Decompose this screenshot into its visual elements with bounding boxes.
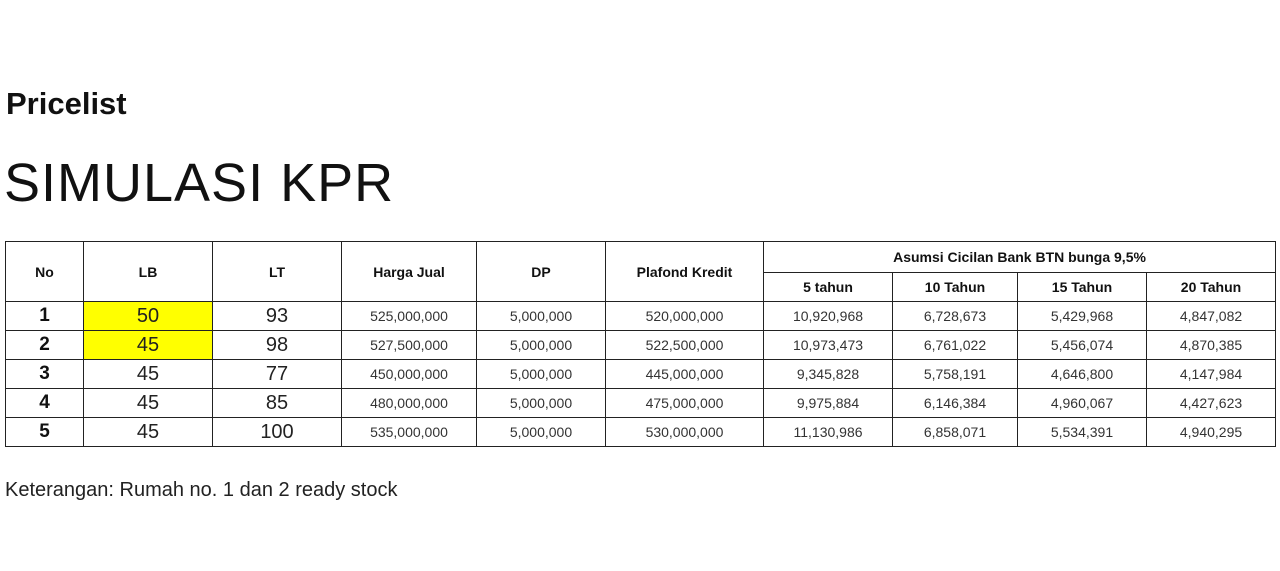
table-row	[6, 331, 1276, 360]
cell-harga-jual: 525,000,000	[342, 302, 477, 331]
cell-10-tahun: 6,728,673	[893, 302, 1018, 331]
header-15-tahun: 15 Tahun	[1018, 273, 1147, 302]
header-lt: LT	[213, 242, 342, 302]
pricelist-heading: Pricelist	[6, 86, 127, 121]
note-text: Keterangan: Rumah no. 1 dan 2 ready stock	[5, 479, 398, 501]
cell-5-tahun: 11,130,986	[764, 418, 893, 447]
cell-15-tahun: 4,646,800	[1018, 360, 1147, 389]
cell-plafond-kredit: 445,000,000	[606, 360, 764, 389]
cell-no: 5	[6, 418, 84, 447]
header-asumsi-cicilan: Asumsi Cicilan Bank BTN bunga 9,5%	[764, 242, 1276, 273]
cell-lt: 98	[213, 331, 342, 360]
cell-lb: 45	[84, 418, 213, 447]
table-row	[6, 302, 1276, 331]
cell-5-tahun: 9,975,884	[764, 389, 893, 418]
cell-lt: 100	[213, 418, 342, 447]
cell-5-tahun: 9,345,828	[764, 360, 893, 389]
cell-dp: 5,000,000	[477, 389, 606, 418]
cell-lb: 50	[84, 302, 213, 331]
cell-lb: 45	[84, 389, 213, 418]
cell-lb: 45	[84, 331, 213, 360]
table-row	[6, 389, 1276, 418]
header-lb: LB	[84, 242, 213, 302]
header-dp: DP	[477, 242, 606, 302]
cell-harga-jual: 450,000,000	[342, 360, 477, 389]
cell-20-tahun: 4,427,623	[1147, 389, 1276, 418]
cell-5-tahun: 10,973,473	[764, 331, 893, 360]
cell-lb: 45	[84, 360, 213, 389]
cell-15-tahun: 5,429,968	[1018, 302, 1147, 331]
cell-no: 4	[6, 389, 84, 418]
cell-20-tahun: 4,847,082	[1147, 302, 1276, 331]
cell-plafond-kredit: 520,000,000	[606, 302, 764, 331]
table-header-row	[6, 242, 1276, 273]
cell-20-tahun: 4,870,385	[1147, 331, 1276, 360]
header-20-tahun: 20 Tahun	[1147, 273, 1276, 302]
cell-15-tahun: 5,534,391	[1018, 418, 1147, 447]
cell-lt: 93	[213, 302, 342, 331]
cell-plafond-kredit: 522,500,000	[606, 331, 764, 360]
header-no: No	[6, 242, 84, 302]
cell-dp: 5,000,000	[477, 302, 606, 331]
cell-5-tahun: 10,920,968	[764, 302, 893, 331]
cell-no: 1	[6, 302, 84, 331]
cell-harga-jual: 527,500,000	[342, 331, 477, 360]
cell-20-tahun: 4,940,295	[1147, 418, 1276, 447]
header-5-tahun: 5 tahun	[764, 273, 893, 302]
table-row	[6, 418, 1276, 447]
table-row	[6, 360, 1276, 389]
cell-plafond-kredit: 475,000,000	[606, 389, 764, 418]
cell-dp: 5,000,000	[477, 418, 606, 447]
cell-lt: 85	[213, 389, 342, 418]
cell-harga-jual: 480,000,000	[342, 389, 477, 418]
cell-15-tahun: 4,960,067	[1018, 389, 1147, 418]
cell-dp: 5,000,000	[477, 360, 606, 389]
cell-10-tahun: 6,146,384	[893, 389, 1018, 418]
cell-plafond-kredit: 530,000,000	[606, 418, 764, 447]
cell-10-tahun: 6,858,071	[893, 418, 1018, 447]
cell-harga-jual: 535,000,000	[342, 418, 477, 447]
cell-10-tahun: 6,761,022	[893, 331, 1018, 360]
cell-20-tahun: 4,147,984	[1147, 360, 1276, 389]
cell-lt: 77	[213, 360, 342, 389]
cell-no: 3	[6, 360, 84, 389]
cell-15-tahun: 5,456,074	[1018, 331, 1147, 360]
cell-dp: 5,000,000	[477, 331, 606, 360]
header-10-tahun: 10 Tahun	[893, 273, 1018, 302]
kpr-simulation-table	[5, 241, 1276, 447]
header-plafond-kredit: Plafond Kredit	[606, 242, 764, 302]
header-harga-jual: Harga Jual	[342, 242, 477, 302]
page-title: SIMULASI KPR	[4, 153, 395, 213]
cell-10-tahun: 5,758,191	[893, 360, 1018, 389]
cell-no: 2	[6, 331, 84, 360]
